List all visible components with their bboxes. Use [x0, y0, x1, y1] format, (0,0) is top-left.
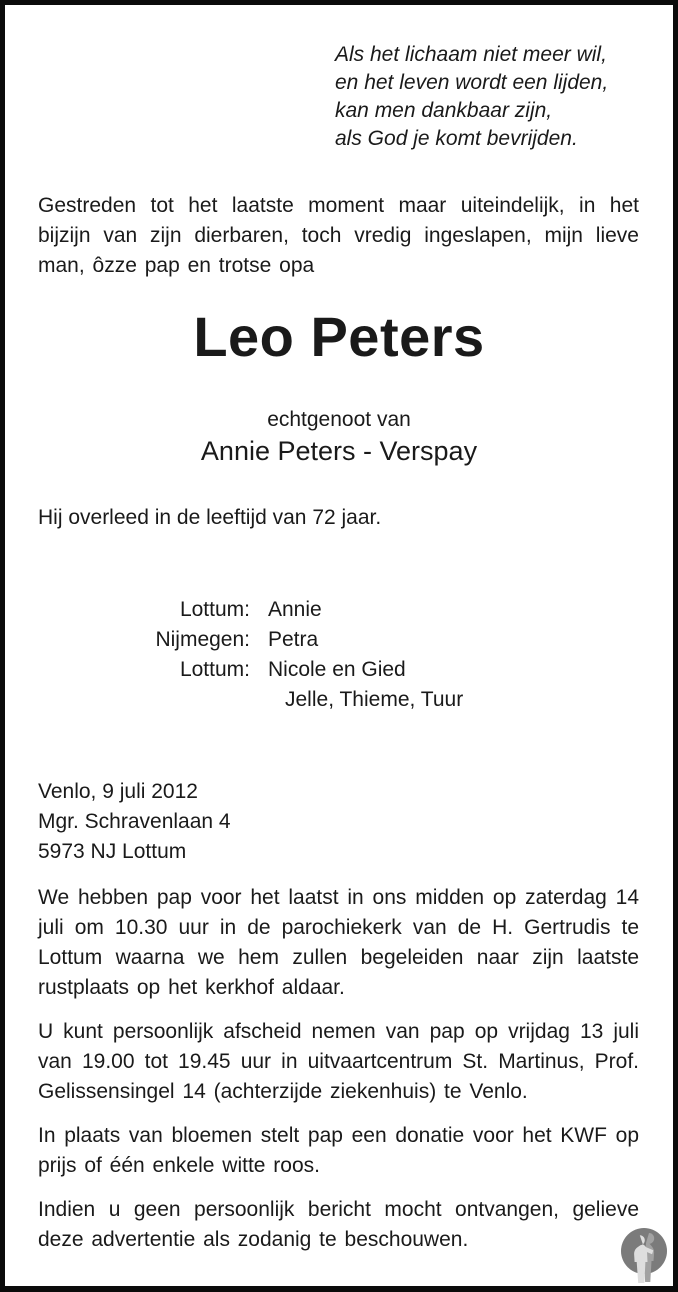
family-row — [38, 595, 639, 625]
memorial-poem — [335, 41, 643, 153]
family-names: Nicole en Gied — [268, 658, 406, 681]
deceased-name: Leo Peters — [193, 305, 485, 368]
funeral-home-logo — [620, 1227, 668, 1287]
family-names: Petra — [268, 628, 319, 651]
family-row — [38, 625, 639, 655]
funeral-service-paragraph: We hebben pap voor het laatst in ons midden op zaterdag 14 juli om 10.30 uur in de parochiekerk van de H. Gertrudis te Lottum waarna we hem zullen begeleiden naar zijn laatste rustplaats op het kerkhof aldaar. — [38, 886, 639, 999]
poem-line: kan men dankbaar zijn, — [335, 99, 553, 122]
address-line: Mgr. Schravenlaan 4 — [38, 810, 231, 833]
family-list — [38, 595, 639, 715]
poem-line: Als het lichaam niet meer wil, — [335, 43, 607, 66]
intro-paragraph: Gestreden tot het laatste moment maar uiteindelijk, in het bijzijn van zijn dierbaren, toch vredig ingeslapen, mijn lieve man, ôzze pap en trotse opa — [38, 194, 639, 277]
no-personal-notice-paragraph: Indien u geen persoonlijk bericht mocht ontvangen, gelieve deze advertentie als zodanig te beschouwen. — [38, 1198, 639, 1251]
date-line: Venlo, 9 juli 2012 — [38, 780, 198, 803]
embracing-figures-icon — [620, 1227, 668, 1287]
spouse-name: Annie Peters - Verspay — [200, 436, 478, 466]
family-names: Annie — [268, 598, 322, 621]
family-row — [38, 655, 639, 685]
family-row — [38, 685, 639, 715]
spouse-prefix: echtgenoot van — [267, 408, 411, 431]
visitation-paragraph: U kunt persoonlijk afscheid nemen van pap op vrijdag 13 juli van 19.00 tot 19.45 uur in uitvaartcentrum St. Martinus, Prof. Gelissensingel 14 (achterzijde ziekenhuis) te Venlo. — [38, 1020, 639, 1103]
age-line: Hij overleed in de leeftijd van 72 jaar. — [38, 506, 382, 529]
family-names: Jelle, Thieme, Tuur — [285, 688, 464, 711]
announcement-paragraphs — [38, 883, 639, 1269]
family-place: Lottum: — [179, 658, 250, 681]
family-place — [38, 685, 250, 715]
family-place: Lottum: — [179, 598, 250, 621]
poem-line: en het leven wordt een lijden, — [335, 71, 609, 94]
date-address-block — [38, 777, 639, 867]
donation-paragraph: In plaats van bloemen stelt pap een donatie voor het KWF op prijs of één enkele witte roos. — [38, 1124, 639, 1177]
postcode-line: 5973 NJ Lottum — [38, 840, 187, 863]
family-place: Nijmegen: — [155, 628, 250, 651]
poem-line: als God je komt bevrijden. — [335, 127, 578, 150]
